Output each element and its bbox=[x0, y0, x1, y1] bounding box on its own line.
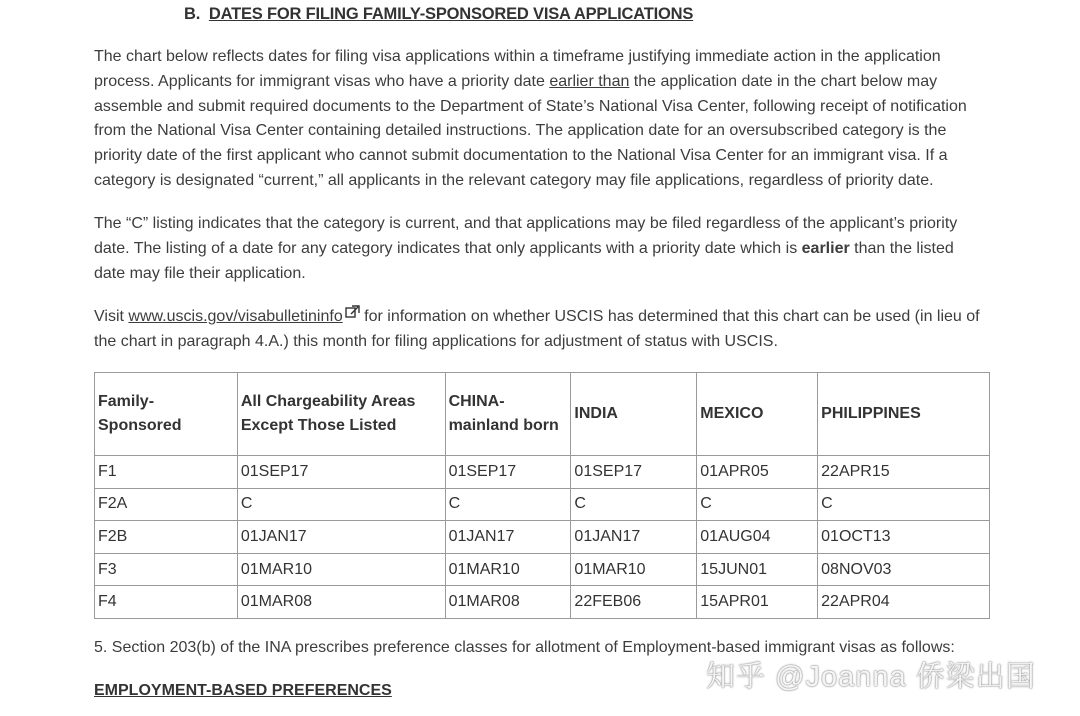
table-cell: 01OCT13 bbox=[818, 521, 990, 554]
header-mexico: MEXICO bbox=[697, 373, 818, 456]
table-row bbox=[95, 553, 990, 586]
table-cell: 01MAR08 bbox=[445, 586, 571, 619]
table-cell: 01JAN17 bbox=[571, 521, 697, 554]
table-cell: 01JAN17 bbox=[237, 521, 445, 554]
table-row bbox=[95, 488, 990, 521]
header-india: INDIA bbox=[571, 373, 697, 456]
table-cell: 01SEP17 bbox=[571, 456, 697, 489]
table-cell: 22APR04 bbox=[818, 586, 990, 619]
table-row bbox=[95, 456, 990, 489]
table-cell: 01SEP17 bbox=[237, 456, 445, 489]
section-title: DATES FOR FILING FAMILY-SPONSORED VISA APPLICATIONS bbox=[208, 5, 694, 23]
family-sponsored-dates-table bbox=[94, 372, 990, 619]
section-heading bbox=[184, 5, 693, 24]
watermark: 知乎 @Joanna 侨梁出国 bbox=[706, 661, 1036, 693]
section-5-text: 5. Section 203(b) of the INA prescribes preference classes for allotment of Employment-based immigrant visas as follows: bbox=[94, 639, 955, 656]
table-cell: F2B bbox=[95, 521, 238, 554]
emphasis-earlier-than: earlier than bbox=[549, 72, 630, 90]
table-cell: 01APR05 bbox=[697, 456, 818, 489]
paragraph-text: The “C” listing indicates that the category is current, and that applications may be filed regardless of the applicant’s priority date. The listing of a date for any category indicates that only applicants with a priority date which is bbox=[94, 215, 958, 257]
paragraph-text: for information on whether USCIS has determined that this chart can be used (in lieu of the chart in paragraph 4.A.) this month for filing applications for adjustment of status with USCIS. bbox=[94, 308, 980, 350]
table-cell: C bbox=[237, 488, 445, 521]
paragraph-text: than the listed date may file their application. bbox=[94, 239, 954, 282]
table-cell: C bbox=[571, 488, 697, 521]
table-cell: 01MAR10 bbox=[237, 553, 445, 586]
table-row bbox=[95, 586, 990, 619]
table-cell: 01AUG04 bbox=[697, 521, 818, 554]
table-cell: F2A bbox=[95, 488, 238, 521]
table-cell: 22APR15 bbox=[818, 456, 990, 489]
table-cell: C bbox=[697, 488, 818, 521]
paragraph-text: Visit bbox=[94, 308, 129, 325]
table-cell: F4 bbox=[95, 586, 238, 619]
paragraph-c-listing bbox=[94, 212, 989, 286]
header-all-chargeability: All Chargeability Areas Except Those Listed bbox=[237, 373, 445, 456]
section-letter: B. bbox=[184, 5, 201, 23]
table-cell: 15JUN01 bbox=[697, 553, 818, 586]
table-cell: C bbox=[818, 488, 990, 521]
table-cell: 01SEP17 bbox=[445, 456, 571, 489]
header-china: CHINA-mainland born bbox=[445, 373, 571, 456]
emphasis-earlier: earlier bbox=[801, 239, 850, 257]
table-cell: 08NOV03 bbox=[818, 553, 990, 586]
table-cell: 01MAR10 bbox=[571, 553, 697, 586]
external-link-icon[interactable] bbox=[345, 305, 360, 318]
table-cell: F1 bbox=[95, 456, 238, 489]
table-cell: 22FEB06 bbox=[571, 586, 697, 619]
table-header-row bbox=[95, 373, 990, 456]
paragraph-dates-for-filing bbox=[94, 45, 989, 194]
uscis-link[interactable]: www.uscis.gov/visabulletininfo bbox=[128, 308, 343, 325]
header-philippines: PHILIPPINES bbox=[818, 373, 990, 456]
paragraph-uscis-visit bbox=[94, 305, 989, 355]
table-cell: 01JAN17 bbox=[445, 521, 571, 554]
paragraph-text: the application date in the chart below may assemble and submit required documents to the Department of State’s National Visa Center, following receipt of notification from the National Visa Center containing detailed instructions. The application date for an oversubscribed category is the priority date of the first applicant who cannot submit documentation to the National Visa Center for an immigrant visa. If a category is designated “current,” all applicants in the relevant category may file applications, regardless of priority date. bbox=[94, 72, 967, 189]
employment-preferences-heading: EMPLOYMENT-BASED PREFERENCES bbox=[94, 682, 392, 699]
table-row bbox=[95, 521, 990, 554]
table-cell: 15APR01 bbox=[697, 586, 818, 619]
table-cell: C bbox=[445, 488, 571, 521]
table-cell: 01MAR08 bbox=[237, 586, 445, 619]
table-cell: 01MAR10 bbox=[445, 553, 571, 586]
header-family-sponsored: Family-Sponsored bbox=[95, 373, 238, 456]
table-cell: F3 bbox=[95, 553, 238, 586]
paragraph-text: The chart below reflects dates for filing visa applications within a timeframe justifying immediate action in the application process. Applicants for immigrant visas who have a priority date bbox=[94, 48, 941, 90]
